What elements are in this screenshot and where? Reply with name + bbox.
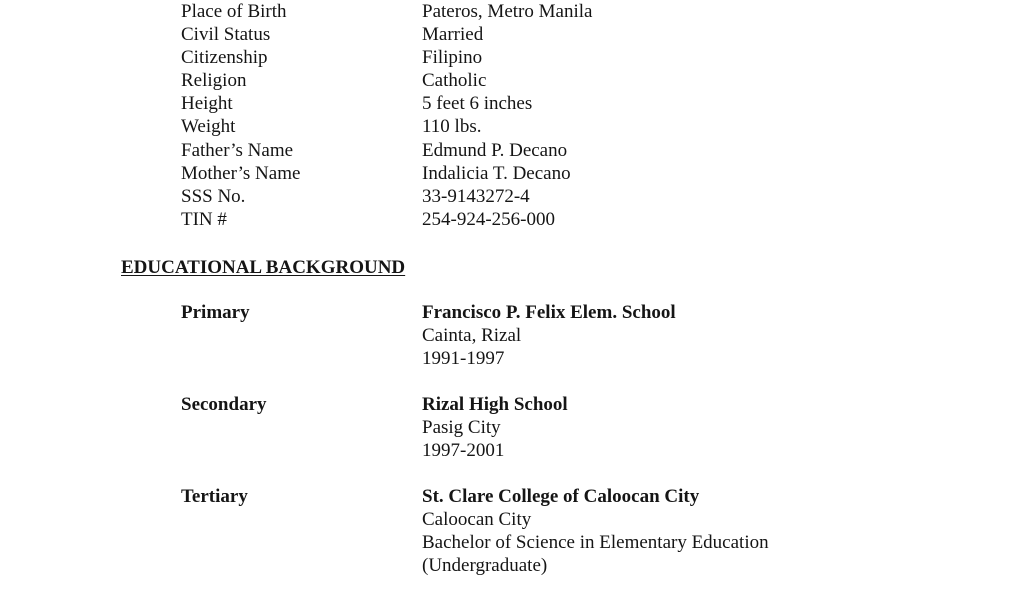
personal-row-sss-no — [0, 185, 1024, 208]
field-label: SSS No. — [181, 186, 246, 207]
school-name: Francisco P. Felix Elem. School — [422, 302, 676, 323]
field-label: Weight — [181, 116, 236, 137]
field-value: Pateros, Metro Manila — [422, 1, 593, 22]
field-label: Place of Birth — [181, 1, 287, 22]
education-details — [422, 485, 769, 577]
field-value: 110 lbs. — [422, 116, 482, 137]
school-years: 1997-2001 — [422, 440, 505, 461]
school-name: St. Clare College of Caloocan City — [422, 486, 700, 507]
field-label: Civil Status — [181, 24, 271, 45]
personal-row-religion — [0, 69, 1024, 92]
school-location: Pasig City — [422, 417, 501, 438]
field-label: TIN # — [181, 209, 227, 230]
personal-row-tin — [0, 208, 1024, 231]
education-details — [422, 393, 568, 462]
school-name: Rizal High School — [422, 394, 568, 415]
personal-row-civil-status — [0, 23, 1024, 46]
personal-row-mothers-name — [0, 162, 1024, 185]
education-level: Secondary — [181, 394, 267, 415]
field-value: 254-924-256-000 — [422, 209, 555, 230]
personal-row-citizenship — [0, 46, 1024, 69]
field-value: Catholic — [422, 70, 487, 91]
field-value: 33-9143272-4 — [422, 186, 530, 207]
education-details — [422, 301, 676, 370]
field-value: Indalicia T. Decano — [422, 163, 571, 184]
education-level: Primary — [181, 302, 250, 323]
personal-row-place-of-birth — [0, 0, 1024, 23]
field-label: Mother’s Name — [181, 163, 301, 184]
field-label: Citizenship — [181, 47, 268, 68]
education-level: Tertiary — [181, 486, 248, 507]
school-location: Caloocan City — [422, 509, 532, 530]
field-value: Filipino — [422, 47, 483, 68]
school-location: Cainta, Rizal — [422, 325, 522, 346]
field-value: Married — [422, 24, 484, 45]
field-label: Religion — [181, 70, 247, 91]
personal-row-height — [0, 92, 1024, 115]
field-label: Father’s Name — [181, 140, 294, 161]
course-status: (Undergraduate) — [422, 555, 548, 576]
school-years: 1991-1997 — [422, 348, 505, 369]
field-value: Edmund P. Decano — [422, 140, 568, 161]
field-label: Height — [181, 93, 233, 114]
course-name: Bachelor of Science in Elementary Education — [422, 532, 769, 553]
field-value: 5 feet 6 inches — [422, 93, 533, 114]
personal-row-fathers-name — [0, 139, 1024, 162]
section-heading-educational-background: EDUCATIONAL BACKGROUND — [121, 257, 406, 278]
personal-row-weight — [0, 115, 1024, 138]
